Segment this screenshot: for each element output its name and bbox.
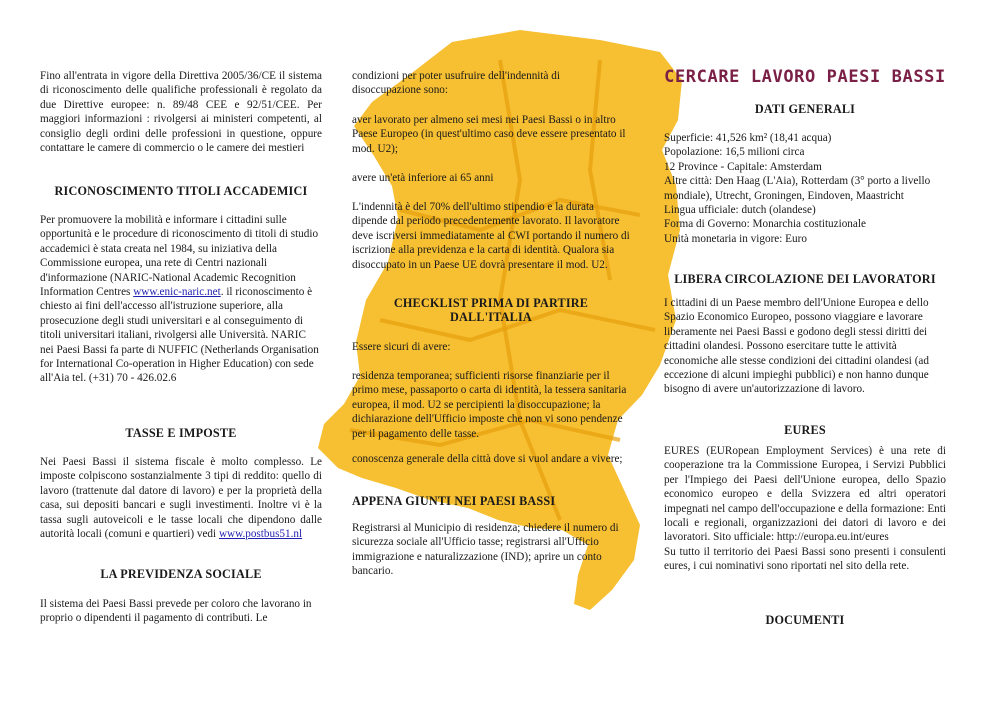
dati-item: Popolazione: 16,5 milioni circa — [664, 146, 805, 159]
eures-paragraph: EURES (EURopean Employment Services) è una rete di cooperazione tra la Commissione Europea, i Servizi Pubblici per l'Impiego dei Paesi dell'Unione europea, dello Spazio economico europeo e della Svizzera ed altri operatori impegnati nel campo dell'occupazione e della formazione: Enti locali e regionali, organizzazioni dei datori di lavoro e dei lavoratori. Sito ufficiale: http://europa.eu.int/eures — [664, 445, 946, 544]
heading-appena-giunti: APPENA GIUNTI NEI PAESI BASSI — [352, 494, 556, 508]
residenza-paragraph: residenza temporanea; sufficienti risorse finanziarie per il primo mese, passaporto o carta di identità, la tessera sanitaria europea, il mod. U2 se percipienti la disoccupazione; la dichiarazione dell'Ufficio imposte che non vi sono pendenze per il pagamento delle tasse. — [352, 370, 627, 440]
heading-eures: EURES — [784, 423, 826, 437]
conoscenza-paragraph: conoscenza generale della città dove si vuol andare a vivere; — [352, 453, 623, 465]
heading-tasse: TASSE E IMPOSTE — [125, 426, 237, 440]
condizioni-paragraph: condizioni per poter usufruire dell'indennità di disoccupazione sono: — [352, 70, 560, 97]
riconoscimento-text-a: Per promuovere la mobilità e informare i cittadini sulle opportunità e le procedure di riconoscimento di titoli di studio accademici è stata creata nel 1984, su iniziativa della Commissione europea, una rete di Centri nazionali d'informazione (NARIC-National Academic Recognition Information Centres — [40, 214, 319, 299]
page-title: CERCARE LAVORO PAESI BASSI — [664, 67, 946, 87]
tasse-text: Nei Paesi Bassi il sistema fiscale è molto complesso. Le imposte colpiscono sostanzialmente 3 tipi di reddito: quello di lavoro (trattenute dal datore di lavoro) e per la proprietà della casa, sui depositi bancari e sugli investimenti. Inoltre vi è la tassa sugli autoveicoli e le tasse locali che dipendono dalle autorità locali (comuni e quartieri) vedi — [40, 456, 322, 541]
indennita-paragraph: L'indennità è del 70% dell'ultimo stipendio e la durata dipende dal periodo precedentemente lavorato. Il lavoratore deve iscriversi immediatamente al CWI portando il numero di iscrizione alla previdenza e la carta di identità. Qualora sia disoccupato in un Paese UE dovrà presentare il mod. U2. — [352, 201, 630, 271]
dati-generali-list — [664, 131, 946, 246]
heading-previdenza: LA PREVIDENZA SOCIALE — [100, 567, 262, 581]
heading-libera-circolazione: LIBERA CIRCOLAZIONE DEI LAVORATORI — [674, 272, 936, 286]
heading-riconoscimento: RICONOSCIMENTO TITOLI ACCADEMICI — [54, 184, 308, 198]
riconoscimento-paragraph — [40, 213, 322, 386]
dati-item: Unità monetaria in vigore: Euro — [664, 232, 807, 245]
tasse-paragraph — [40, 455, 322, 541]
riconoscimento-text-b: . il riconoscimento è chiesto ai fini dell'accesso all'istruzione superiore, alla prosecuzione degli studi universitari e al conseguimento di titoli universitari italiani, rivolgersi alle Università. NARIC nei Paesi Bassi fa parte di NUFFIC (Netherlands Organisation for International Co-operation in Higher Education) con sede all'Aia tel. (+31) 70 - 426.02.6 — [40, 286, 319, 385]
libera-circolazione-paragraph: I cittadini di un Paese membro dell'Unione Europea e dello Spazio Economico Europeo, possono viaggiare e lavorare liberamente nei Paesi Bassi e godono degli stessi diritti dei cittadini olandesi. Possono esercitare tutte le attività economiche alle stesse condizioni dei cittadini olandesi (ad eccezione di alcuni impieghi pubblici) e non hanno dunque bisogno di avere un'autorizzazione di lavoro. — [664, 297, 929, 396]
registrarsi-paragraph: Registrarsi al Municipio di residenza; chiedere il numero di sicurezza sociale all'Ufficio tasse; registrarsi all'Ufficio immigrazione e naturalizzazione (IND); aprire un conto bancario. — [352, 522, 619, 578]
previdenza-paragraph: Il sistema dei Paesi Bassi prevede per coloro che lavorano in proprio o dipendenti il pagamento di contributi. Le — [40, 598, 312, 625]
dati-item: Lingua ufficiale: dutch (olandese) — [664, 204, 816, 217]
heading-checklist: CHECKLIST PRIMA DI PARTIRE DALL'ITALIA — [393, 296, 589, 325]
eures-consulenti-paragraph: Su tutto il territorio dei Paesi Bassi sono presenti i consulenti eures, i cui nominativi sono riportati nel sito della rete. — [664, 546, 946, 573]
heading-dati-generali: DATI GENERALI — [754, 102, 856, 116]
requisito-lavoro-paragraph: aver lavorato per almeno sei mesi nei Paesi Bassi o in altro Paese Europeo (in quest'ultimo caso deve essere presentato il mod. U2); — [352, 114, 626, 155]
intro-paragraph: Fino all'entrata in vigore della Direttiva 2005/36/CE il sistema di riconoscimento delle qualifiche professionali è regolato da due Direttive europee: n. 89/48 CEE e 92/51/CEE. Per maggiori informazioni : rivolgersi ai ministeri competenti, al consiglio degli ordini delle professioni in questione, oppure contattare le camere di commercio o le camere dei mestieri — [40, 70, 322, 155]
dati-item: Altre città: Den Haag (L'Aia), Rotterdam (3° porto a livello mondiale), Utrecht, Groningen, Eindoven, Maastricht — [664, 175, 931, 202]
dati-item: Superficie: 41,526 km² (18,41 acqua) — [664, 132, 832, 144]
requisito-eta-paragraph: avere un'età inferiore ai 65 anni — [352, 172, 494, 184]
postbus51-link[interactable]: www.postbus51.nl — [218, 528, 303, 541]
dati-item: 12 Province - Capitale: Amsterdam — [664, 160, 822, 173]
heading-documenti: DOCUMENTI — [765, 613, 845, 627]
essere-sicuri-paragraph: Essere sicuri di avere: — [352, 341, 451, 353]
enic-naric-link[interactable]: www.enic-naric.net — [133, 286, 221, 299]
dati-item: Forma di Governo: Monarchia costituzionale — [664, 218, 866, 231]
